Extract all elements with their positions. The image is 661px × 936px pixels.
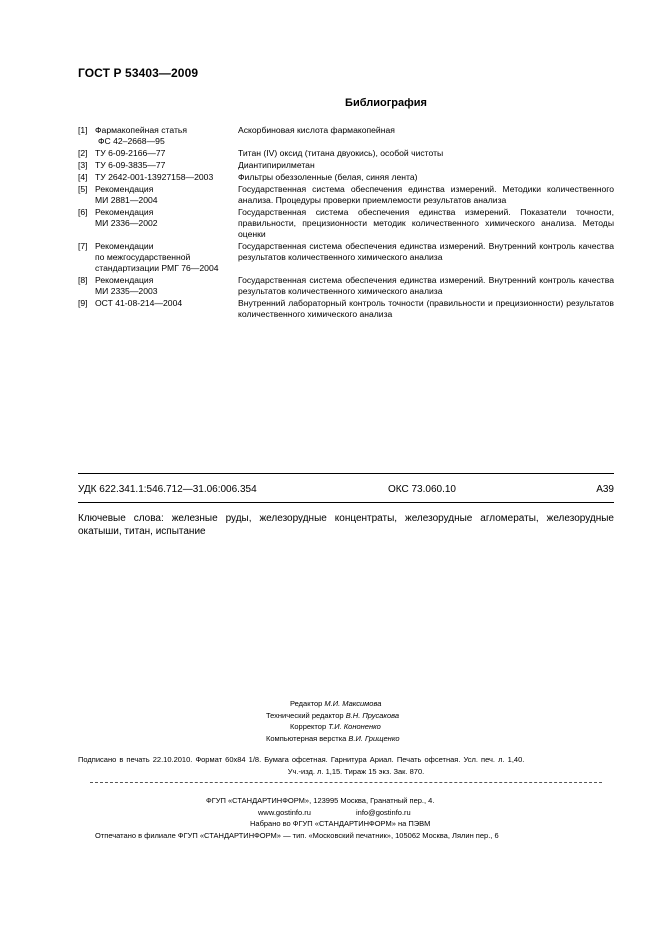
entry-number: [5]	[78, 184, 88, 194]
corrector-name: Т.И. Кононенко	[328, 722, 381, 731]
entry-reference	[95, 148, 241, 159]
divider-middle	[78, 502, 614, 503]
entry-number: [8]	[78, 275, 88, 285]
entry-reference	[95, 241, 241, 274]
entry-reference-line: ТУ 6-09-3835—77	[95, 160, 166, 170]
editor-label: Редактор	[290, 699, 323, 708]
entry-reference-line: МИ 2335—2003	[95, 285, 158, 296]
layout-label: Компьютерная верстка	[266, 733, 347, 743]
bibliography-entry	[78, 148, 614, 159]
bibliography-entry	[78, 298, 614, 320]
publisher-typeset: Набрано во ФГУП «СТАНДАРТИНФОРМ» на ПЭВМ	[250, 819, 431, 828]
entry-number: [6]	[78, 207, 88, 217]
divider-bottom	[90, 782, 602, 783]
entry-number: [7]	[78, 241, 88, 251]
entry-title: Государственная система обеспечения единства измерений. Внутренний контроль качества результатов количественного химического анализа	[238, 241, 614, 262]
entry-reference-line: Рекомендация	[95, 207, 154, 217]
udc-code: УДК 622.341.1:546.712—31.06:006.354	[78, 484, 257, 495]
entry-reference-line: по межгосударственной	[95, 251, 191, 262]
entry-number: [4]	[78, 172, 88, 182]
layout-name: В.И. Грищенко	[348, 733, 400, 743]
entry-title: Диантипирилметан	[238, 160, 315, 170]
entry-reference-line: ФС 42–2668—95	[98, 135, 165, 146]
publisher-email: info@gostinfo.ru	[356, 807, 411, 817]
entry-reference	[95, 172, 241, 183]
entry-reference-line: Рекомендация	[95, 275, 154, 285]
print-info	[78, 754, 614, 777]
entry-reference-line: Рекомендация	[95, 184, 154, 194]
publisher-address: ФГУП «СТАНДАРТИНФОРМ», 123995 Москва, Гранатный пер., 4.	[206, 796, 435, 805]
entry-title: Фильтры обеззоленные (белая, синяя лента)	[238, 172, 418, 182]
entry-reference	[95, 207, 241, 229]
entry-reference-line: Фармакопейная статья	[95, 125, 188, 135]
bibliography-entry	[78, 241, 614, 274]
entry-reference	[95, 275, 241, 297]
bibliography-entry	[78, 125, 614, 147]
editor-line	[290, 698, 381, 710]
corrector-line	[290, 721, 381, 733]
bibliography-list	[78, 125, 614, 321]
oks-code: ОКС 73.060.10	[388, 484, 456, 495]
corrector-label: Корректор	[290, 722, 327, 731]
entry-reference-line: МИ 2881—2004	[95, 194, 158, 205]
entry-reference	[95, 160, 241, 171]
bibliography-entry	[78, 160, 614, 171]
tech-editor-name: В.Н. Прусакова	[345, 710, 400, 720]
entry-number: [2]	[78, 148, 88, 158]
entry-title: Государственная система обеспечения единства измерений. Внутренний контроль качества результатов количественного химического анализа	[238, 275, 614, 296]
entry-number: [3]	[78, 160, 88, 170]
entry-reference	[95, 125, 241, 147]
entry-reference	[95, 184, 241, 206]
group-code: А39	[596, 484, 614, 495]
entry-reference-line: ТУ 2642-001-13927158—2003	[95, 172, 214, 182]
bibliography-entry	[78, 172, 614, 183]
layout-line	[266, 733, 400, 745]
entry-title: Аскорбиновая кислота фармакопейная	[238, 125, 395, 135]
entry-title: Внутренний лабораторный контроль точности (правильности и прецизионности) результатов количественного химического анализа	[238, 298, 614, 319]
entry-number: [1]	[78, 125, 88, 135]
entry-title: Титан (IV) оксид (титана двуокись), особой чистоты	[238, 148, 444, 158]
standard-code: ГОСТ Р 53403—2009	[78, 66, 199, 80]
bibliography-entry	[78, 207, 614, 240]
publisher-printed: Отпечатано в филиале ФГУП «СТАНДАРТИНФОРМ» — тип. «Московский печатник», 105062 Москва, Лялин пер., 6	[95, 830, 499, 840]
bibliography-heading	[78, 97, 614, 109]
entry-reference-line: ОСТ 41-08-214—2004	[95, 298, 183, 308]
publisher-website: www.gostinfo.ru	[258, 807, 311, 817]
entry-number: [9]	[78, 298, 88, 308]
entry-title: Государственная система обеспечения единства измерений. Показатели точности, правильности, прецизионности методик количественного химического анализа. Методы оценки	[238, 207, 614, 239]
entry-reference	[95, 298, 241, 309]
tech-editor-line	[266, 710, 399, 722]
keywords: Ключевые слова: железные руды, железорудные концентраты, железорудные агломераты, железорудные окатыши, титан, испытание	[78, 513, 614, 537]
entry-reference-line: Рекомендации	[95, 241, 154, 251]
bibliography-entry	[78, 275, 614, 297]
print-info-line-2: Уч.-изд. л. 1,15. Тираж 15 экз. Зак. 870.	[287, 766, 425, 776]
tech-editor-label: Технический редактор	[266, 710, 344, 720]
bibliography-title: Библиография	[345, 97, 427, 109]
bibliography-entry	[78, 184, 614, 206]
print-info-line-1: Подписано в печать 22.10.2010. Формат 60х84 1/8. Бумага офсетная. Гарнитура Ариал. Печать офсетная. Усл. печ. л. 1,40.	[78, 755, 525, 764]
editor-name: М.И. Максимова	[324, 699, 382, 708]
divider-top	[78, 473, 614, 474]
entry-title: Государственная система обеспечения единства измерений. Методики количественного анализа. Процедуры проверки приемлемости результатов анализа	[238, 184, 614, 205]
entry-reference-line: стандартизации РМГ 76—2004	[95, 262, 219, 273]
entry-reference-line: ТУ 6-09-2166—77	[95, 148, 166, 158]
entry-reference-line: МИ 2336—2002	[95, 217, 158, 228]
